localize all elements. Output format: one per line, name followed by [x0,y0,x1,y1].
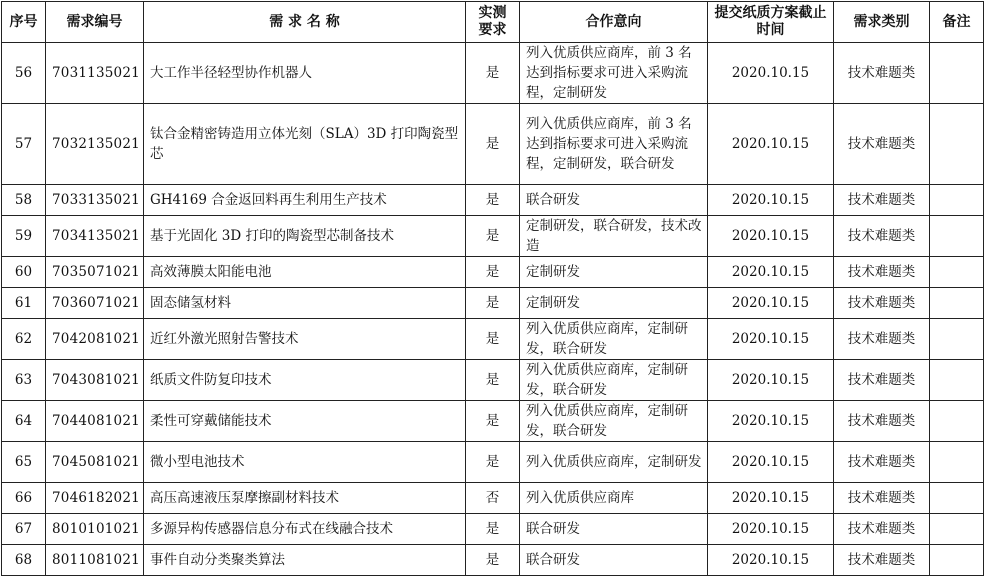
cell-code: 7035071021 [46,257,144,288]
cell-deadline: 2020.10.15 [708,288,834,319]
cell-category: 技术难题类 [834,360,930,401]
cell-coop: 列入优质供应商库，定制研发，联合研发 [520,360,708,401]
cell-category: 技术难题类 [834,257,930,288]
cell-test: 是 [466,442,520,483]
cell-code: 8010101021 [46,514,144,545]
cell-remark [930,288,984,319]
cell-name: 固态储氢材料 [144,288,466,319]
cell-name: 事件自动分类聚类算法 [144,545,466,576]
cell-code: 7044081021 [46,401,144,442]
cell-index: 56 [2,43,46,104]
cell-remark [930,257,984,288]
cell-name: 近红外激光照射告警技术 [144,319,466,360]
header-row [2,2,984,43]
cell-category: 技术难题类 [834,288,930,319]
cell-category: 技术难题类 [834,514,930,545]
cell-index: 60 [2,257,46,288]
cell-remark [930,483,984,514]
cell-category: 技术难题类 [834,319,930,360]
cell-test: 是 [466,257,520,288]
cell-remark [930,514,984,545]
cell-index: 66 [2,483,46,514]
table-row [2,104,984,185]
cell-test: 是 [466,216,520,257]
header-name: 需 求 名 称 [144,2,466,43]
cell-code: 7046182021 [46,483,144,514]
table-row [2,319,984,360]
cell-code: 7031135021 [46,43,144,104]
cell-category: 技术难题类 [834,483,930,514]
header-code: 需求编号 [46,2,144,43]
cell-index: 65 [2,442,46,483]
table-row [2,545,984,576]
cell-code: 7045081021 [46,442,144,483]
cell-remark [930,185,984,216]
cell-test: 是 [466,360,520,401]
header-remark: 备注 [930,2,984,43]
cell-coop: 列入优质供应商库，定制研发 [520,442,708,483]
cell-test: 否 [466,483,520,514]
cell-remark [930,401,984,442]
cell-coop: 列入优质供应商库，前 3 名达到指标要求可进入采购流程，定制研发，联合研发 [520,104,708,185]
cell-code: 7036071021 [46,288,144,319]
table-row [2,483,984,514]
table-row [2,43,984,104]
table-row [2,185,984,216]
header-test: 实测要求 [466,2,520,43]
cell-deadline: 2020.10.15 [708,185,834,216]
cell-coop: 联合研发 [520,185,708,216]
table-row [2,360,984,401]
cell-deadline: 2020.10.15 [708,545,834,576]
table-row [2,514,984,545]
cell-coop: 定制研发 [520,257,708,288]
cell-name: 基于光固化 3D 打印的陶瓷型芯制备技术 [144,216,466,257]
cell-test: 是 [466,545,520,576]
cell-index: 68 [2,545,46,576]
cell-coop: 定制研发，联合研发，技术改造 [520,216,708,257]
table-row [2,288,984,319]
header-coop: 合作意向 [520,2,708,43]
cell-category: 技术难题类 [834,545,930,576]
cell-coop: 列入优质供应商库 [520,483,708,514]
cell-coop: 列入优质供应商库，定制研发，联合研发 [520,319,708,360]
cell-category: 技术难题类 [834,104,930,185]
cell-name: 高压高速液压泵摩擦副材料技术 [144,483,466,514]
cell-deadline: 2020.10.15 [708,360,834,401]
cell-code: 7032135021 [46,104,144,185]
cell-deadline: 2020.10.15 [708,257,834,288]
cell-deadline: 2020.10.15 [708,43,834,104]
cell-deadline: 2020.10.15 [708,483,834,514]
cell-name: 多源异构传感器信息分布式在线融合技术 [144,514,466,545]
cell-deadline: 2020.10.15 [708,104,834,185]
cell-coop: 定制研发 [520,288,708,319]
cell-coop: 联合研发 [520,514,708,545]
cell-name: 纸质文件防复印技术 [144,360,466,401]
cell-remark [930,545,984,576]
cell-name: 高效薄膜太阳能电池 [144,257,466,288]
cell-remark [930,104,984,185]
cell-category: 技术难题类 [834,442,930,483]
cell-index: 57 [2,104,46,185]
cell-name: GH4169 合金返回料再生利用生产技术 [144,185,466,216]
cell-deadline: 2020.10.15 [708,216,834,257]
header-index: 序号 [2,2,46,43]
cell-category: 技术难题类 [834,216,930,257]
cell-test: 是 [466,401,520,442]
cell-name: 大工作半径轻型协作机器人 [144,43,466,104]
cell-coop: 列入优质供应商库，前 3 名达到指标要求可进入采购流程，定制研发 [520,43,708,104]
cell-name: 柔性可穿戴储能技术 [144,401,466,442]
table-row [2,401,984,442]
cell-test: 是 [466,104,520,185]
cell-index: 59 [2,216,46,257]
table-row [2,216,984,257]
cell-coop: 列入优质供应商库，定制研发，联合研发 [520,401,708,442]
requirements-table [1,1,984,576]
cell-code: 7034135021 [46,216,144,257]
cell-index: 58 [2,185,46,216]
cell-name: 钛合金精密铸造用立体光刻（SLA）3D 打印陶瓷型芯 [144,104,466,185]
cell-test: 是 [466,185,520,216]
table-row [2,257,984,288]
cell-remark [930,360,984,401]
cell-remark [930,216,984,257]
cell-index: 61 [2,288,46,319]
cell-index: 62 [2,319,46,360]
cell-index: 63 [2,360,46,401]
cell-index: 64 [2,401,46,442]
cell-category: 技术难题类 [834,43,930,104]
cell-deadline: 2020.10.15 [708,442,834,483]
cell-test: 是 [466,319,520,360]
cell-index: 67 [2,514,46,545]
cell-deadline: 2020.10.15 [708,514,834,545]
cell-test: 是 [466,43,520,104]
cell-code: 7042081021 [46,319,144,360]
header-deadline: 提交纸质方案截止时间 [708,2,834,43]
cell-deadline: 2020.10.15 [708,401,834,442]
cell-code: 7043081021 [46,360,144,401]
cell-code: 7033135021 [46,185,144,216]
cell-remark [930,43,984,104]
header-category: 需求类别 [834,2,930,43]
cell-category: 技术难题类 [834,185,930,216]
cell-test: 是 [466,514,520,545]
cell-test: 是 [466,288,520,319]
cell-remark [930,442,984,483]
cell-coop: 联合研发 [520,545,708,576]
cell-name: 微小型电池技术 [144,442,466,483]
table-row [2,442,984,483]
cell-remark [930,319,984,360]
cell-category: 技术难题类 [834,401,930,442]
cell-deadline: 2020.10.15 [708,319,834,360]
cell-code: 8011081021 [46,545,144,576]
